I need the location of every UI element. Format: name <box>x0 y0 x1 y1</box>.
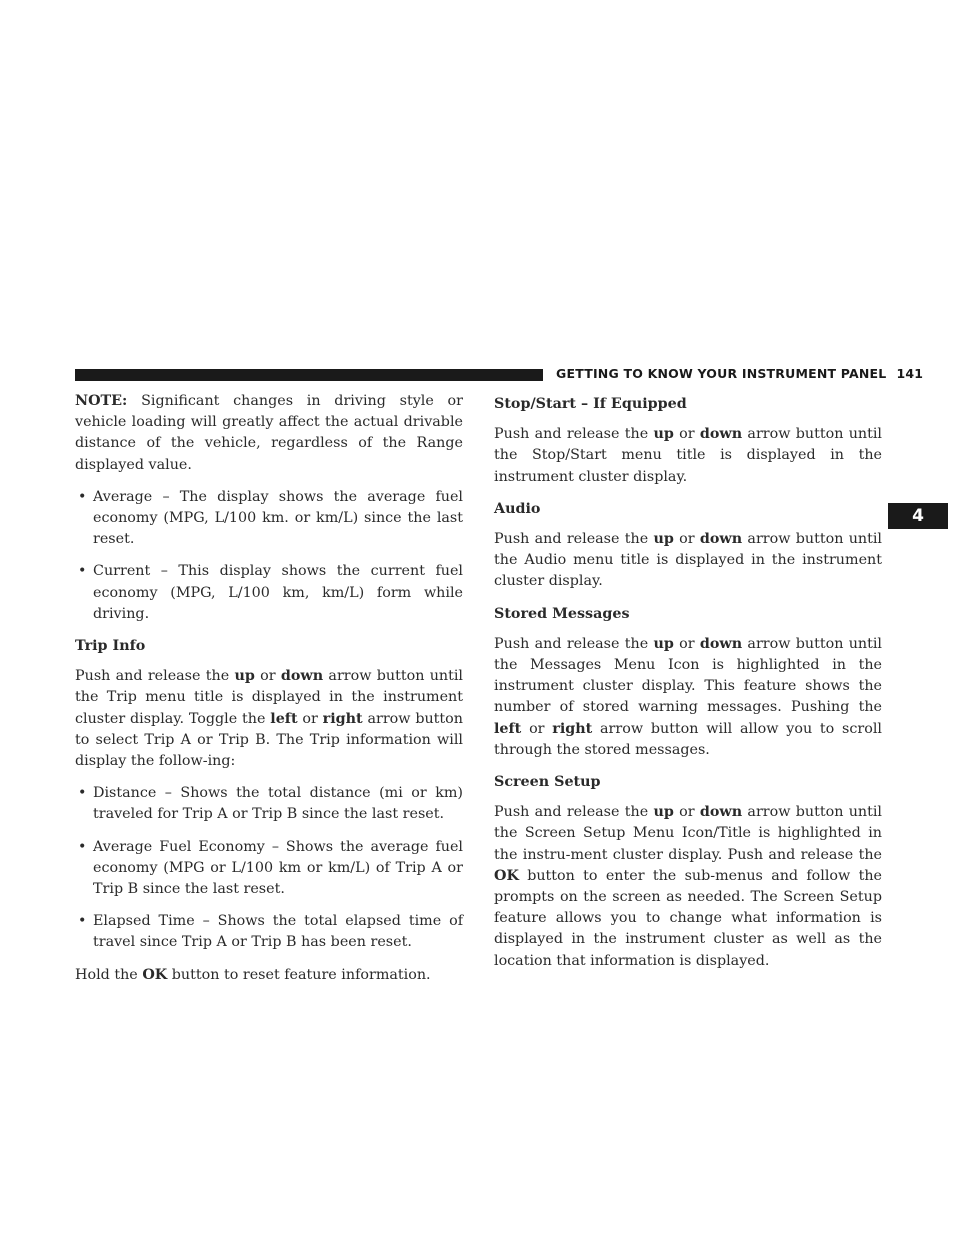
audio-heading: Audio <box>494 500 541 517</box>
section-title: GETTING TO KNOW YOUR INSTRUMENT PANEL <box>556 366 887 381</box>
running-header <box>556 366 923 381</box>
hold-ok-paragraph: Hold the OK button to reset feature information. <box>75 966 431 983</box>
chapter-tab: 4 <box>888 503 948 529</box>
screen-setup-paragraph: Push and release the up or down arrow button until the Screen Setup Menu Icon/Title is highlighted in the instru-ment cluster display. Push and release the OK button to enter the sub-menus and follow the prompts on the screen as needed. The Screen Setup feature allows you to change what information is displayed in the instrument cluster as well as the location that information is displayed. <box>494 804 883 969</box>
list-item: • Current – This display shows the current fuel economy (MPG, L/100 km, km/L) form while driving. <box>78 563 463 622</box>
list-item: • Average – The display shows the average fuel economy (MPG, L/100 km. or km/L) since the last reset. <box>78 488 463 548</box>
list-item: • Elapsed Time – Shows the total elapsed time of travel since Trip A or Trip B has been reset. <box>78 913 463 951</box>
stop-start-paragraph: Push and release the up or down arrow button until the Stop/Start menu title is displayed in the instrument cluster display. <box>494 426 883 485</box>
note-paragraph: NOTE: Significant changes in driving style or vehicle loading will greatly affect the actual drivable distance of the vehicle, regardless of the Range displayed value. <box>75 393 463 473</box>
bullet-icon: • <box>78 563 87 580</box>
header-rule <box>75 369 543 381</box>
list-item: • Average Fuel Economy – Shows the average fuel economy (MPG or L/100 km or km/L) of Trip A or Trip B since the last reset. <box>78 838 463 898</box>
stored-messages-heading: Stored Messages <box>494 605 630 622</box>
list-item: • Distance – Shows the total distance (mi or km) traveled for Trip A or Trip B since the last reset. <box>78 785 463 823</box>
left-column <box>75 391 463 997</box>
stop-start-heading: Stop/Start – If Equipped <box>494 396 687 412</box>
bullet-icon: • <box>78 785 87 802</box>
bullet-icon: • <box>78 913 87 930</box>
trip-info-paragraph: Push and release the up or down arrow button until the Trip menu title is displayed in the instrument cluster display. Toggle the left or right arrow button to select Trip A or Trip B. The Trip information will display the follow-ing: <box>75 668 464 770</box>
screen-setup-heading: Screen Setup <box>494 774 601 791</box>
right-column <box>494 391 882 983</box>
bullet-icon: • <box>78 838 87 855</box>
trip-info-heading: Trip Info <box>75 638 146 655</box>
page-number: 141 <box>896 366 924 381</box>
bullet-icon: • <box>78 488 87 505</box>
stored-messages-paragraph: Push and release the up or down arrow button until the Messages Menu Icon is highlighted in the instrument cluster display. This feature shows the number of stored warning messages. Pushing the left or right arrow button will allow you to scroll through the stored messages. <box>494 635 883 758</box>
note-label: NOTE: <box>75 393 128 409</box>
audio-paragraph: Push and release the up or down arrow button until the Audio menu title is displayed in the instrument cluster display. <box>494 531 883 590</box>
